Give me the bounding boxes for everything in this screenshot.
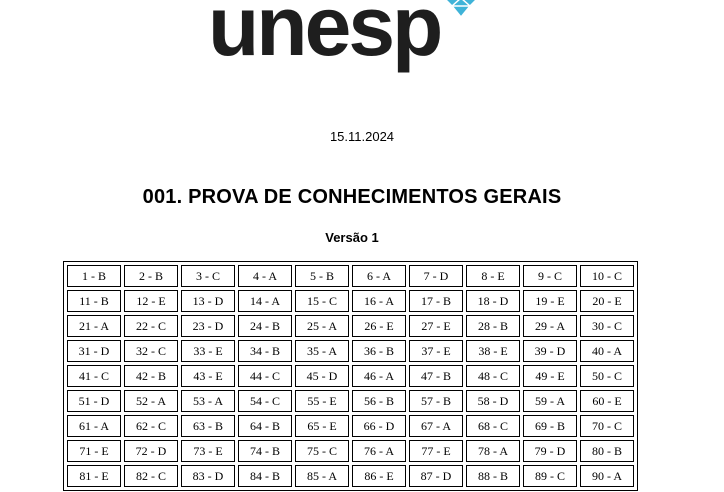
answer-cell: 78 - A [466,440,520,462]
answer-cell: 77 - E [409,440,463,462]
unesp-logo [208,0,480,73]
answer-row [67,315,634,337]
answer-cell: 59 - A [523,390,577,412]
answer-cell: 28 - B [466,315,520,337]
answer-cell: 5 - B [295,265,349,287]
answer-cell: 32 - C [124,340,178,362]
answer-cell: 8 - E [466,265,520,287]
answer-cell: 19 - E [523,290,577,312]
answer-cell: 20 - E [580,290,634,312]
answer-cell: 55 - E [295,390,349,412]
answer-cell: 67 - A [409,415,463,437]
answer-cell: 85 - A [295,465,349,487]
answer-cell: 51 - D [67,390,121,412]
answer-cell: 6 - A [352,265,406,287]
answer-cell: 45 - D [295,365,349,387]
answer-cell: 15 - C [295,290,349,312]
exam-version: Versão 1 [325,230,379,245]
answer-cell: 14 - A [238,290,292,312]
answer-cell: 79 - D [523,440,577,462]
answer-cell: 88 - B [466,465,520,487]
answer-cell: 57 - B [409,390,463,412]
answer-cell: 69 - B [523,415,577,437]
answer-cell: 30 - C [580,315,634,337]
answer-cell: 47 - B [409,365,463,387]
answer-cell: 80 - B [580,440,634,462]
answer-cell: 37 - E [409,340,463,362]
answer-cell: 71 - E [67,440,121,462]
answer-cell: 10 - C [580,265,634,287]
answer-cell: 50 - C [580,365,634,387]
answer-cell: 75 - C [295,440,349,462]
answer-cell: 41 - C [67,365,121,387]
answer-cell: 3 - C [181,265,235,287]
answer-cell: 76 - A [352,440,406,462]
answer-cell: 2 - B [124,265,178,287]
answer-row [67,290,634,312]
answer-cell: 52 - A [124,390,178,412]
answer-cell: 89 - C [523,465,577,487]
answer-cell: 18 - D [466,290,520,312]
answer-cell: 27 - E [409,315,463,337]
answer-cell: 54 - C [238,390,292,412]
answer-cell: 16 - A [352,290,406,312]
answer-cell: 17 - B [409,290,463,312]
answer-cell: 26 - E [352,315,406,337]
answer-cell: 72 - D [124,440,178,462]
answer-cell: 23 - D [181,315,235,337]
answer-cell: 1 - B [67,265,121,287]
exam-title: 001. PROVA DE CONHECIMENTOS GERAIS [142,186,562,208]
answer-cell: 84 - B [238,465,292,487]
answer-cell: 34 - B [238,340,292,362]
answer-cell: 44 - C [238,365,292,387]
answer-cell: 65 - E [295,415,349,437]
answer-row [67,265,634,287]
answer-cell: 35 - A [295,340,349,362]
answer-cell: 48 - C [466,365,520,387]
answer-cell: 7 - D [409,265,463,287]
answer-cell: 64 - B [238,415,292,437]
answer-cell: 82 - C [124,465,178,487]
answer-cell: 21 - A [67,315,121,337]
answer-cell: 61 - A [67,415,121,437]
answer-row [67,415,634,437]
answer-cell: 38 - E [466,340,520,362]
answer-cell: 42 - B [124,365,178,387]
answer-cell: 36 - B [352,340,406,362]
answer-row [67,465,634,487]
answer-cell: 12 - E [124,290,178,312]
answer-cell: 87 - D [409,465,463,487]
answer-cell: 53 - A [181,390,235,412]
exam-date: 15.11.2024 [329,129,395,144]
answer-cell: 13 - D [181,290,235,312]
answer-cell: 39 - D [523,340,577,362]
answer-cell: 86 - E [352,465,406,487]
unesp-diamond-icon [442,0,480,18]
answer-cell: 70 - C [580,415,634,437]
answer-cell: 74 - B [238,440,292,462]
answer-row [67,340,634,362]
answer-cell: 22 - C [124,315,178,337]
answer-cell: 58 - D [466,390,520,412]
answer-row [67,390,634,412]
answer-cell: 4 - A [238,265,292,287]
answer-cell: 73 - E [181,440,235,462]
answer-cell: 83 - D [181,465,235,487]
answer-key-table [63,261,638,491]
answer-cell: 63 - B [181,415,235,437]
answer-cell: 46 - A [352,365,406,387]
answer-cell: 40 - A [580,340,634,362]
answer-cell: 43 - E [181,365,235,387]
answer-cell: 56 - B [352,390,406,412]
answer-cell: 62 - C [124,415,178,437]
answer-cell: 90 - A [580,465,634,487]
answer-cell: 25 - A [295,315,349,337]
logo-wordmark: unesp [208,0,441,73]
answer-cell: 81 - E [67,465,121,487]
answer-cell: 29 - A [523,315,577,337]
answer-cell: 60 - E [580,390,634,412]
answer-cell: 24 - B [238,315,292,337]
answer-cell: 49 - E [523,365,577,387]
answer-cell: 11 - B [67,290,121,312]
answer-row [67,365,634,387]
answer-row [67,440,634,462]
answer-cell: 33 - E [181,340,235,362]
answer-cell: 68 - C [466,415,520,437]
answer-cell: 9 - C [523,265,577,287]
answer-cell: 66 - D [352,415,406,437]
answer-cell: 31 - D [67,340,121,362]
